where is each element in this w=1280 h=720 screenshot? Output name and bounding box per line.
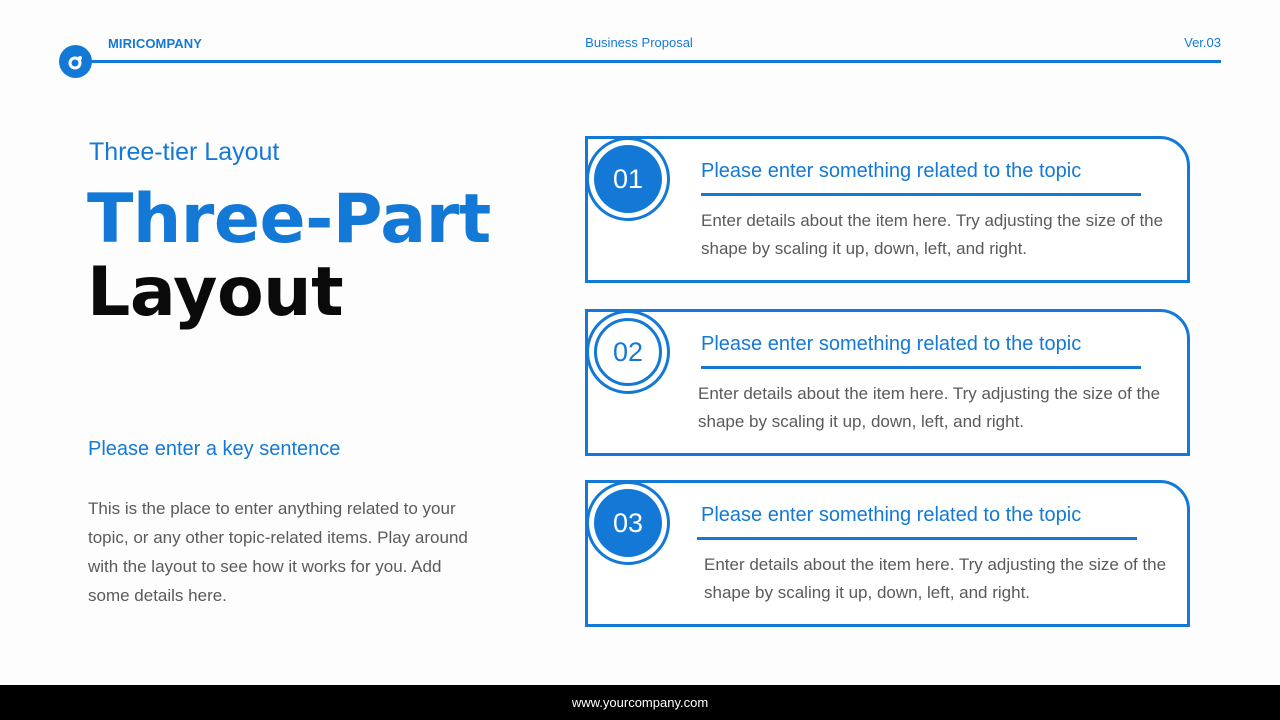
card-divider: [701, 366, 1141, 369]
number-badge-label: 03: [594, 489, 662, 557]
page-title-line2: Layout: [87, 253, 344, 332]
footer-bar: [0, 685, 1280, 720]
document-title: Business Proposal: [585, 35, 693, 50]
number-badge-label: 02: [594, 318, 662, 386]
footer-url: www.yourcompany.com: [571, 695, 709, 710]
number-badge: [586, 481, 670, 565]
card-heading: Please enter something related to the topic: [701, 504, 1082, 526]
number-badge-label: 01: [594, 145, 662, 213]
header-divider: [76, 60, 1221, 63]
section-subtitle: Three-tier Layout: [89, 138, 280, 166]
card-heading: Please enter something related to the topic: [701, 333, 1082, 355]
number-badge: [586, 137, 670, 221]
brand-name: MIRICOMPANY: [108, 36, 203, 51]
card-description: Enter details about the item here. Try adjusting the size of the shape by scaling it up, down, left, and right.: [701, 211, 1164, 258]
card-heading: Please enter something related to the topic: [701, 160, 1082, 182]
card-description: Enter details about the item here. Try adjusting the size of the shape by scaling it up, down, left, and right.: [698, 384, 1161, 431]
number-badge: [586, 310, 670, 394]
card-description: Enter details about the item here. Try adjusting the size of the shape by scaling it up, down, left, and right.: [704, 555, 1167, 602]
card-02: [585, 309, 1190, 456]
card-divider: [701, 193, 1141, 196]
card-divider: [697, 537, 1137, 540]
body-paragraph: This is the place to enter anything related to your topic, or any other topic-related items. Play around with the layout to see how it works for you. Add some details here.: [88, 499, 468, 605]
card-01: [585, 136, 1190, 283]
key-sentence: Please enter a key sentence: [88, 438, 341, 460]
page-title-line1: Three-Part: [87, 180, 491, 259]
card-03: [585, 480, 1190, 627]
version-label: Ver.03: [1184, 35, 1221, 50]
